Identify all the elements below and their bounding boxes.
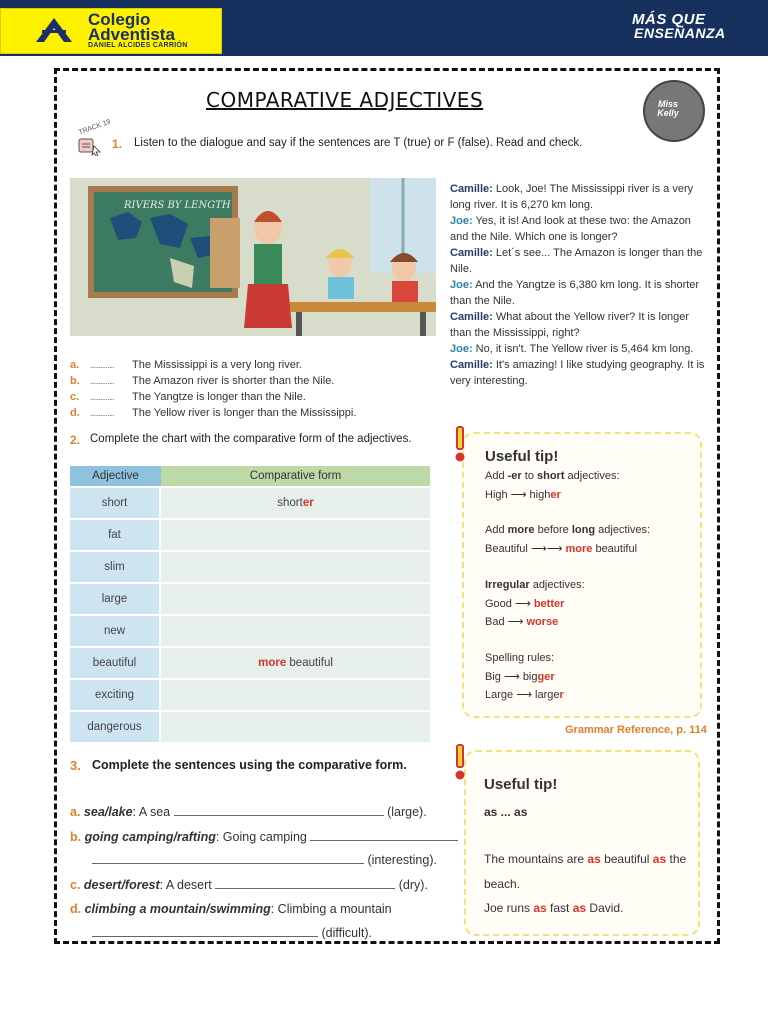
sentence-start: : Climbing a mountain	[270, 902, 392, 916]
comparative-base: beautiful	[286, 657, 333, 669]
dialogue-line	[450, 277, 712, 309]
text: Add	[485, 470, 508, 482]
statement-d	[70, 407, 356, 419]
chart-header-row	[70, 466, 430, 486]
speaker-name: Camille:	[450, 183, 493, 195]
tip-example-line2: beach.	[484, 877, 521, 891]
arrow-right-icon: ⟶	[514, 598, 531, 610]
dialogue-line	[450, 181, 712, 213]
statement-a	[70, 359, 302, 371]
table-row	[70, 712, 430, 742]
table-row	[70, 616, 430, 646]
exclamation-icon	[454, 426, 466, 462]
tip-example-line3	[484, 901, 623, 915]
exclamation-icon	[454, 744, 466, 780]
sentence-start: : A sea	[132, 805, 171, 819]
tip-example-good	[485, 597, 564, 610]
comparative-base: short	[277, 497, 303, 509]
dialogue-line	[450, 341, 712, 357]
arrow-right-icon: ⟶	[510, 489, 527, 501]
text: the	[666, 852, 687, 866]
text: as	[652, 852, 667, 866]
tip-rule-spelling: Spelling rules:	[485, 652, 555, 664]
text: beautiful	[592, 543, 638, 555]
table-row	[70, 520, 430, 550]
speaker-name: Joe:	[450, 215, 473, 227]
tip-example-bad	[485, 615, 558, 628]
tip-example-line1	[484, 852, 686, 866]
dialogue-text-line: Yes, it is! And look at these two: the Amazon and the Nile. Which one is longer?	[450, 215, 691, 243]
text: as	[572, 901, 587, 915]
dialogue-text-line: Look, Joe! The Mississippi river is a very long river. It is 6,270 km long.	[450, 183, 694, 211]
comparative-cell[interactable]	[161, 648, 430, 678]
sentence-end: (large).	[387, 805, 427, 819]
text: high	[529, 489, 551, 501]
answer-blank[interactable]: ..............	[90, 393, 115, 402]
slogan-line1: MÁS QUE	[632, 11, 706, 28]
sentence-start: : A desert	[159, 878, 212, 892]
dialogue-line	[450, 245, 712, 277]
table-row	[70, 488, 430, 518]
answer-blank[interactable]	[174, 806, 384, 816]
text: long	[571, 524, 596, 536]
statement-letter: d.	[70, 407, 80, 419]
text: as	[533, 901, 547, 915]
comparative-cell[interactable]	[161, 712, 430, 742]
adjective-cell: slim	[70, 552, 161, 582]
statement-letter: a.	[70, 359, 80, 371]
text: er	[550, 489, 561, 501]
exercise1-instruction: Listen to the dialogue and say if the sentences are T (true) or F (false). Read and check.	[134, 137, 583, 149]
comparative-cell[interactable]	[161, 680, 430, 710]
sentence-d	[70, 902, 392, 916]
school-logo-icon	[34, 17, 74, 43]
grammar-reference-link[interactable]: Grammar Reference, p. 114	[565, 724, 707, 736]
sentence-b	[70, 830, 458, 844]
exercise3-instruction: Complete the sentences using the comparative form.	[92, 758, 407, 772]
statement-c	[70, 391, 306, 403]
adjective-cell: fat	[70, 520, 161, 550]
comparative-cell[interactable]	[161, 584, 430, 614]
adjective-cell: large	[70, 584, 161, 614]
comparative-cell[interactable]	[161, 616, 430, 646]
text: more	[507, 524, 535, 536]
adjective-cell: new	[70, 616, 161, 646]
dialogue-line	[450, 309, 712, 341]
arrow-right-icon: ⟶⟶	[530, 543, 563, 555]
adjective-cell: beautiful	[70, 648, 161, 678]
statement-text: The Yangtze is longer than the Nile.	[132, 391, 306, 403]
speaker-name: Joe:	[450, 279, 473, 291]
text: fast	[546, 901, 573, 915]
sentence-prompt: climbing a mountain/swimming	[84, 902, 271, 916]
comparative-cell[interactable]	[161, 552, 430, 582]
table-row	[70, 648, 430, 678]
text: The mountains are	[484, 852, 588, 866]
statement-text: The Yellow river is longer than the Mississippi.	[132, 407, 357, 419]
sentence-letter: c.	[70, 878, 81, 892]
dialogue-text-line: Let´s see... The Amazon is longer than the Nile.	[450, 247, 703, 275]
sentence-letter: d.	[70, 902, 82, 916]
tip-rule-short	[485, 470, 620, 482]
dialogue-line	[450, 357, 712, 389]
text: Irregular	[485, 579, 530, 591]
text: -er	[507, 470, 522, 482]
comparative-chart	[70, 464, 430, 744]
column-header-adjective: Adjective	[70, 466, 161, 486]
answer-blank[interactable]: ..............	[90, 409, 115, 418]
text: more	[565, 543, 593, 555]
sentence-letter: a.	[70, 805, 81, 819]
sentence-d-cont	[92, 926, 372, 940]
sentence-prompt: desert/forest	[83, 878, 160, 892]
answer-blank[interactable]	[215, 879, 395, 889]
sentence-end: (difficult).	[321, 926, 372, 940]
text: Add	[485, 524, 508, 536]
text: big	[522, 671, 538, 683]
text: adjectives:	[595, 524, 651, 536]
comparative-cell[interactable]	[161, 488, 430, 518]
answer-blank[interactable]: ..............	[90, 361, 115, 370]
sentence-end: (dry).	[398, 878, 428, 892]
answer-blank[interactable]	[92, 854, 364, 864]
avatar-label: Miss Kelly	[657, 99, 679, 118]
exercise1-number: 1.	[112, 137, 123, 151]
exercise2-number: 2.	[70, 433, 81, 447]
school-name-line2: Adventista	[88, 25, 175, 44]
comparative-cell[interactable]	[161, 520, 430, 550]
statement-b	[70, 375, 334, 387]
sentence-c	[70, 878, 428, 892]
text: Big	[485, 671, 501, 683]
text: adjectives:	[564, 470, 620, 482]
table-row	[70, 552, 430, 582]
sentence-start: : Going camping	[215, 830, 307, 844]
text: High	[485, 489, 508, 501]
sentence-end: (interesting).	[367, 853, 437, 867]
statement-letter: c.	[70, 391, 80, 403]
tip-example-large	[485, 688, 564, 701]
adjective-cell: exciting	[70, 680, 161, 710]
slogan-line2: ENSEÑANZA	[634, 25, 726, 41]
exercise2-instruction: Complete the chart with the comparative form of the adjectives.	[90, 433, 412, 445]
answer-blank[interactable]: ..............	[90, 377, 115, 386]
text: before	[534, 524, 572, 536]
sentence-b-cont	[92, 853, 437, 867]
tip-example-big	[485, 670, 555, 683]
sentence-prompt: going camping/rafting	[84, 830, 216, 844]
tip-title: Useful tip!	[485, 448, 559, 465]
tip-example-beautiful	[485, 542, 637, 555]
statement-letter: b.	[70, 375, 80, 387]
text: Good	[485, 598, 512, 610]
table-row	[70, 680, 430, 710]
text: adjectives:	[529, 579, 585, 591]
speaker-name: Camille:	[450, 311, 493, 323]
tip-example-high	[485, 488, 561, 501]
tip-rule-long	[485, 524, 650, 536]
dialogue-text-line: It's amazing! I like studying geography. It is very interesting.	[450, 359, 705, 387]
adjective-cell: dangerous	[70, 712, 161, 742]
track-label: TRACK 19	[77, 118, 112, 137]
text: Beautiful	[485, 543, 528, 555]
classroom-illustration	[70, 178, 436, 336]
comparative-prefix: more	[258, 657, 287, 669]
tip-title: Useful tip!	[484, 776, 558, 793]
text: ger	[537, 671, 555, 683]
tip-subtitle: as ... as	[484, 805, 528, 819]
school-name-line3: DANIEL ALCIDES CARRIÓN	[88, 42, 188, 49]
speaker-name: Camille:	[450, 247, 493, 259]
page-title: COMPARATIVE ADJECTIVES	[206, 88, 484, 112]
text: better	[533, 598, 565, 610]
sentence-letter: b.	[70, 830, 82, 844]
column-header-comparative: Comparative form	[161, 466, 430, 486]
text: Joe runs	[484, 901, 534, 915]
tip-rule-irregular	[485, 579, 585, 591]
speaker-name: Joe:	[450, 343, 473, 355]
dialogue-text-line: And the Yangtze is 6,380 km long. It is shorter than the Nile.	[450, 279, 700, 307]
sentence-a	[70, 805, 427, 819]
statement-text: The Amazon river is shorter than the Nile.	[132, 375, 335, 387]
text: Large	[485, 689, 514, 701]
exercise3-number: 3.	[70, 758, 81, 773]
dialogue-text	[450, 181, 712, 389]
text: to	[521, 470, 537, 482]
text: short	[537, 470, 565, 482]
dialogue-text-line: No, it isn't. The Yellow river is 5,464 km long.	[472, 343, 694, 355]
dialogue-line	[450, 213, 712, 245]
answer-blank[interactable]	[92, 927, 318, 937]
dialogue-text-line: What about the Yellow river? It is longer than the Mississippi, right?	[450, 311, 690, 339]
speaker-name: Camille:	[450, 359, 493, 371]
school-name-line1: Colegio	[88, 10, 151, 29]
text: Bad	[485, 616, 505, 628]
statement-text: The Mississippi is a very long river.	[132, 359, 302, 371]
arrow-right-icon: ⟶	[503, 671, 520, 683]
arrow-right-icon: ⟶	[507, 616, 524, 628]
arrow-right-icon: ⟶	[516, 689, 532, 701]
board-title: RIVERS BY LENGTH	[124, 200, 231, 211]
answer-blank[interactable]	[310, 831, 458, 841]
text: as	[587, 852, 601, 866]
sentence-prompt: sea/lake	[83, 805, 133, 819]
text: r	[559, 689, 564, 701]
comparative-suffix: er	[302, 497, 314, 509]
text: David.	[586, 901, 624, 915]
adjective-cell: short	[70, 488, 161, 518]
text: worse	[526, 616, 559, 628]
text: large	[535, 689, 560, 701]
text: beautiful	[600, 852, 653, 866]
table-row	[70, 584, 430, 614]
